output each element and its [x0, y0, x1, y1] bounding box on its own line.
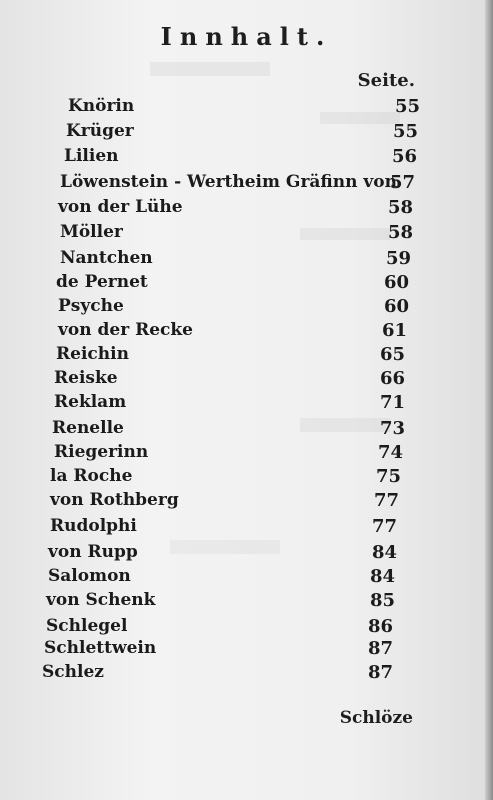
entry-page-number: 71: [380, 392, 406, 413]
entry-page-number: 73: [380, 418, 406, 439]
index-entry: [0, 197, 493, 221]
index-entry: [0, 368, 493, 392]
index-entry: [0, 121, 493, 145]
entry-page-number: 75: [376, 466, 402, 487]
entry-name: Schlegel: [46, 616, 128, 636]
entry-page-number: 84: [370, 566, 396, 587]
entry-name: Psyche: [58, 296, 124, 316]
entry-name: von der Recke: [58, 320, 193, 340]
index-entry: [0, 616, 493, 640]
entry-page-number: 60: [384, 296, 410, 317]
entry-name: Reklam: [54, 392, 127, 412]
entry-page-number: 85: [370, 590, 396, 611]
entry-page-number: 60: [384, 272, 410, 293]
entry-page-number: 87: [368, 638, 394, 659]
entry-name: Schlez: [42, 662, 104, 682]
entry-name: Nantchen: [60, 248, 153, 268]
entry-page-number: 55: [393, 121, 419, 142]
entry-name: Schlettwein: [44, 638, 157, 658]
entry-name: Renelle: [52, 418, 124, 438]
index-entry: [0, 590, 493, 614]
entry-page-number: 55: [395, 96, 421, 117]
entry-page-number: 58: [388, 222, 414, 243]
entry-name: Salomon: [48, 566, 131, 586]
page-edge: [485, 0, 493, 800]
show-through-smudge: [150, 62, 270, 76]
entry-page-number: 77: [372, 516, 398, 537]
index-entry: [0, 296, 493, 320]
index-entry: [0, 542, 493, 566]
index-entry: [0, 662, 493, 686]
entry-name: von Rothberg: [50, 490, 179, 510]
index-entry: [0, 222, 493, 246]
entry-page-number: 74: [378, 442, 404, 463]
entry-name: Krüger: [66, 121, 134, 141]
entry-page-number: 86: [368, 616, 394, 637]
entry-name: de Pernet: [56, 272, 148, 292]
index-entry: [0, 344, 493, 368]
entry-name: Rudolphi: [50, 516, 137, 536]
index-entry: [0, 490, 493, 514]
index-entry: [0, 418, 493, 442]
entry-name: Knörin: [68, 96, 135, 116]
entry-name: Möller: [60, 222, 123, 242]
entry-name: Riegerinn: [54, 442, 149, 462]
entry-name: Lilien: [64, 146, 119, 166]
entry-page-number: 84: [372, 542, 398, 563]
index-entry: [0, 272, 493, 296]
index-entry: [0, 320, 493, 344]
index-entry: [0, 638, 493, 662]
entry-page-number: 61: [382, 320, 408, 341]
entry-page-number: 57: [390, 172, 416, 193]
catchword: Schlöze: [339, 708, 413, 728]
index-entry: [0, 516, 493, 540]
entry-name: Löwenstein - Wertheim Gräfinn von: [60, 172, 397, 192]
index-entry: [0, 392, 493, 416]
entry-page-number: 87: [368, 662, 394, 683]
entry-page-number: 58: [388, 197, 414, 218]
entry-name: Reiske: [54, 368, 118, 388]
entry-page-number: 66: [380, 368, 406, 389]
entry-page-number: 65: [380, 344, 406, 365]
index-entry: [0, 96, 493, 120]
entry-name: la Roche: [50, 466, 133, 486]
entry-page-number: 59: [386, 248, 412, 269]
entry-name: von Schenk: [46, 590, 156, 610]
index-entry: [0, 248, 493, 272]
entry-name: von der Lühe: [58, 197, 183, 217]
index-entry: [0, 442, 493, 466]
entry-name: von Rupp: [48, 542, 138, 562]
index-entry: [0, 566, 493, 590]
index-entry: [0, 146, 493, 170]
page-title: Innhalt.: [160, 22, 333, 51]
index-entry: [0, 466, 493, 490]
entry-page-number: 77: [374, 490, 400, 511]
entry-page-number: 56: [392, 146, 418, 167]
entry-name: Reichin: [56, 344, 129, 364]
page-column-header: Seite.: [357, 70, 415, 91]
index-entry: [0, 172, 493, 196]
